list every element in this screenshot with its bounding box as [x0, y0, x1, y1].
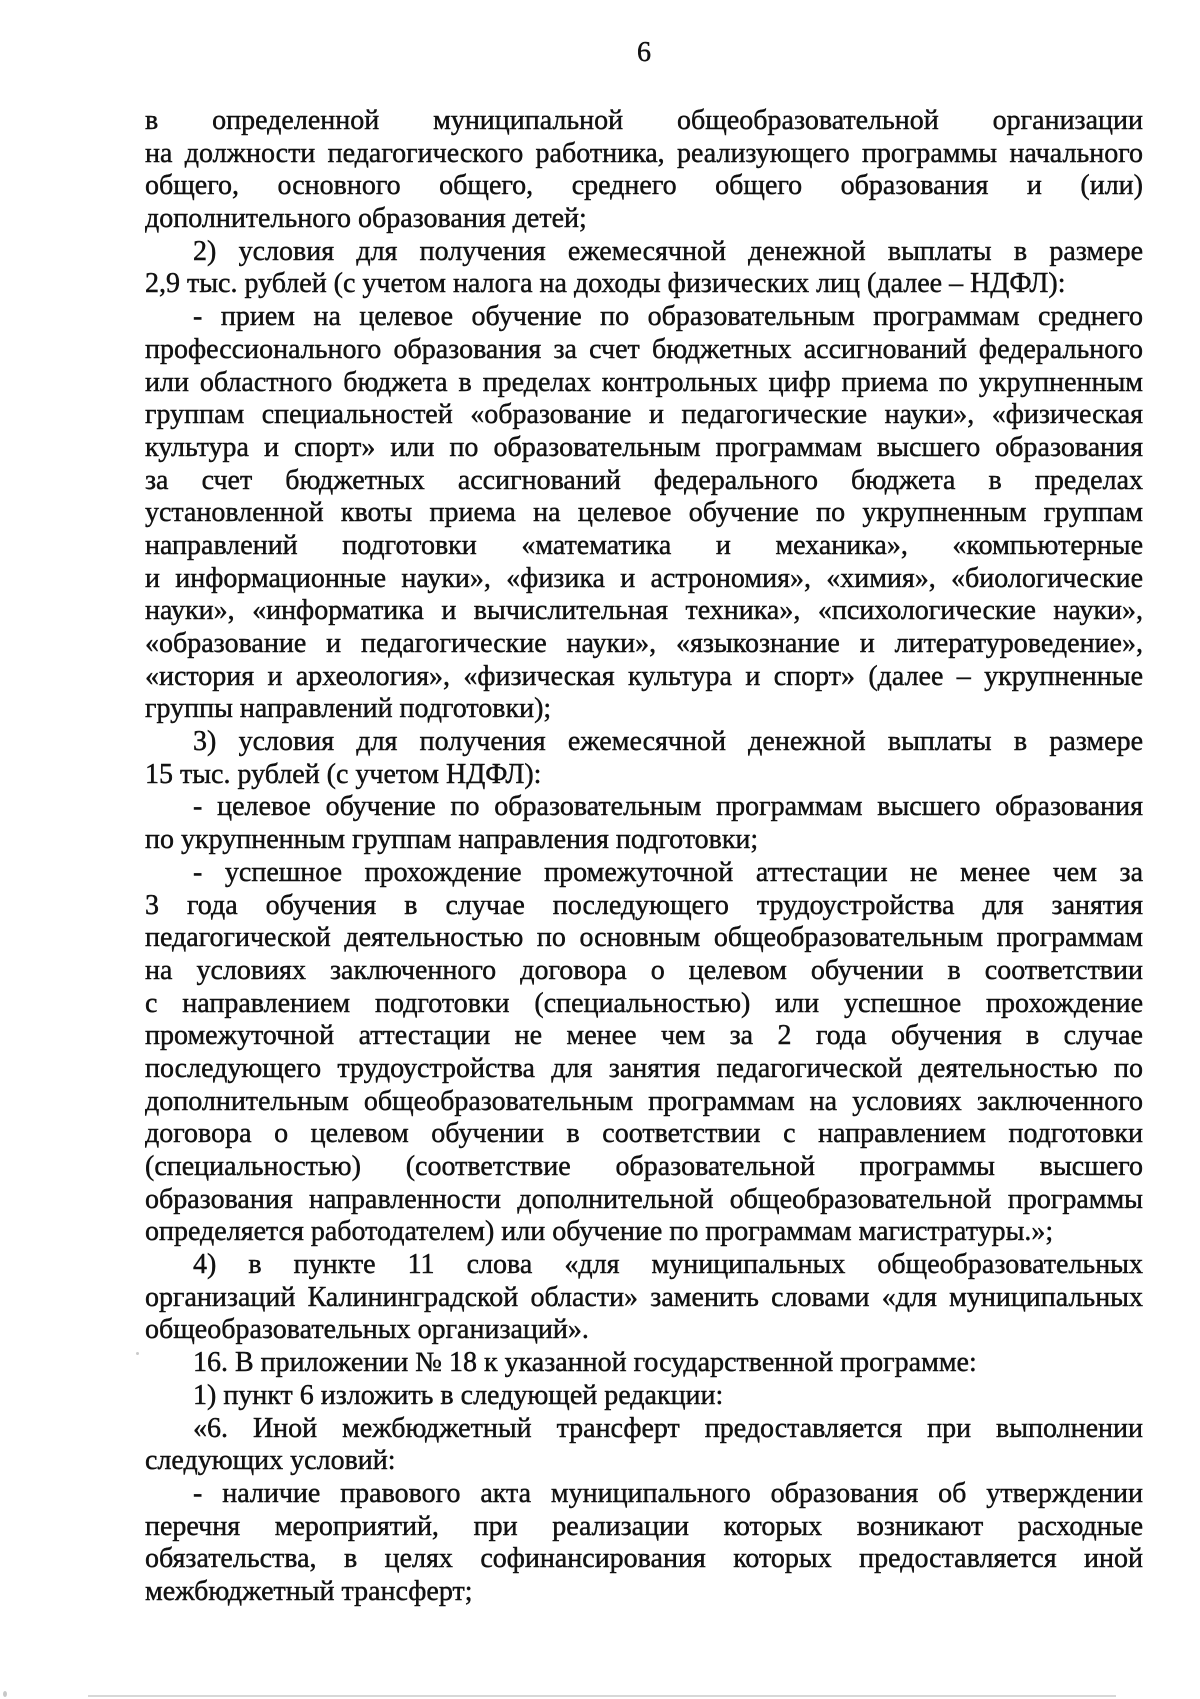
text-line: группам специальностей «образование и педагогические науки», «физическая	[145, 399, 1143, 431]
text-line: установленной квоты приема на целевое обучение по укрупненным группам	[145, 497, 1143, 529]
text-line: - целевое обучение по образовательным программам высшего образования	[193, 791, 1143, 823]
text-line: общеобразовательных организаций».	[145, 1314, 589, 1346]
paragraph	[145, 1347, 1143, 1380]
text-line: «6. Иной межбюджетный трансферт предоставляется при выполнении	[193, 1412, 1143, 1444]
text-line: последующего трудоустройства для занятия педагогической деятельностью по	[145, 1052, 1143, 1084]
text-line: договора о целевом обучении в соответствии с направлением подготовки	[145, 1118, 1143, 1150]
paragraph	[145, 301, 1143, 726]
text-line: - наличие правового акта муниципального образования об утверждении	[193, 1477, 1143, 1509]
paragraph	[145, 1478, 1143, 1609]
text-line: обязательства, в целях софинансирования которых предоставляется иной	[145, 1543, 1143, 1575]
text-line: 15 тыс. рублей (с учетом НДФЛ):	[145, 758, 542, 790]
text-line: следующих условий:	[145, 1445, 396, 1477]
scan-speck	[3, 1691, 7, 1697]
text-line: - успешное прохождение промежуточной аттестации не менее чем за	[193, 856, 1143, 888]
text-line: за счет бюджетных ассигнований федерального бюджета в пределах	[145, 464, 1143, 496]
text-line: по укрупненным группам направления подготовки;	[145, 824, 759, 856]
paragraph	[145, 1380, 1143, 1413]
text-line: 16. В приложении № 18 к указанной государственной программе:	[193, 1347, 977, 1379]
paragraph	[145, 791, 1143, 856]
text-line: организаций Калининградской области» заменить словами «для муниципальных	[145, 1281, 1143, 1313]
text-line: 2) условия для получения ежемесячной денежной выплаты в размере	[193, 235, 1143, 267]
text-line: на должности педагогического работника, реализующего программы начального	[145, 137, 1143, 169]
text-line: на условиях заключенного договора о целевом обучении в соответствии	[145, 954, 1143, 986]
paragraph	[145, 1249, 1143, 1347]
text-line: перечня мероприятий, при реализации которых возникают расходные	[145, 1510, 1143, 1542]
text-line: 3) условия для получения ежемесячной денежной выплаты в размере	[193, 726, 1143, 758]
text-line: в определенной муниципальной общеобразовательной организации	[145, 105, 1143, 136]
text-line: культура и спорт» или по образовательным программам высшего образования	[145, 431, 1143, 463]
scan-speck	[136, 1352, 139, 1355]
text-line: педагогической деятельностью по основным общеобразовательным программам	[145, 922, 1143, 954]
paragraph	[145, 236, 1143, 301]
page-number: 6	[637, 37, 651, 68]
text-line: 2,9 тыс. рублей (с учетом налога на доходы физических лиц (далее – НДФЛ):	[145, 268, 1066, 300]
text-line: группы направлений подготовки);	[145, 693, 552, 725]
text-line: общего, основного общего, среднего общего образования и (или)	[145, 170, 1143, 202]
text-line: 4) в пункте 11 слова «для муниципальных общеобразовательных	[193, 1249, 1143, 1281]
text-line: (специальностью) (соответствие образовательной программы высшего	[145, 1151, 1143, 1182]
paragraph	[145, 1413, 1143, 1478]
paragraph	[145, 726, 1143, 791]
paragraph	[145, 105, 1143, 236]
text-line: профессионального образования за счет бюджетных ассигнований федерального	[145, 333, 1143, 365]
scan-edge-artifact	[88, 1695, 1116, 1697]
text-line: «образование и педагогические науки», «языкознание и литературоведение»,	[145, 628, 1143, 659]
text-line: - прием на целевое обучение по образовательным программам среднего	[193, 301, 1143, 333]
text-line: дополнительным общеобразовательным программам на условиях заключенного	[145, 1085, 1143, 1117]
text-line: промежуточной аттестации не менее чем за 2 года обучения в случае	[145, 1020, 1143, 1052]
text-line: 3 года обучения в случае последующего трудоустройства для занятия	[145, 889, 1143, 921]
text-line: и информационные науки», «физика и астрономия», «химия», «биологические	[145, 562, 1143, 594]
text-line: «история и археология», «физическая культура и спорт» (далее – укрупненные	[145, 660, 1143, 692]
document-body	[145, 105, 1143, 1609]
text-line: направлений подготовки «математика и механика», «компьютерные	[145, 529, 1143, 561]
text-line: межбюджетный трансферт;	[145, 1575, 473, 1607]
text-line: или областного бюджета в пределах контрольных цифр приема по укрупненным	[145, 366, 1143, 398]
text-line: образования направленности дополнительной общеобразовательной программы	[145, 1183, 1143, 1215]
text-line: дополнительного образования детей;	[145, 203, 587, 235]
text-line: с направлением подготовки (специальностью) или успешное прохождение	[145, 987, 1143, 1019]
text-line: науки», «информатика и вычислительная техника», «психологические науки»,	[145, 595, 1143, 627]
text-line: 1) пункт 6 изложить в следующей редакции:	[193, 1379, 724, 1411]
paragraph	[145, 857, 1143, 1249]
text-line: определяется работодателем) или обучение по программам магистратуры.»;	[145, 1216, 1054, 1248]
